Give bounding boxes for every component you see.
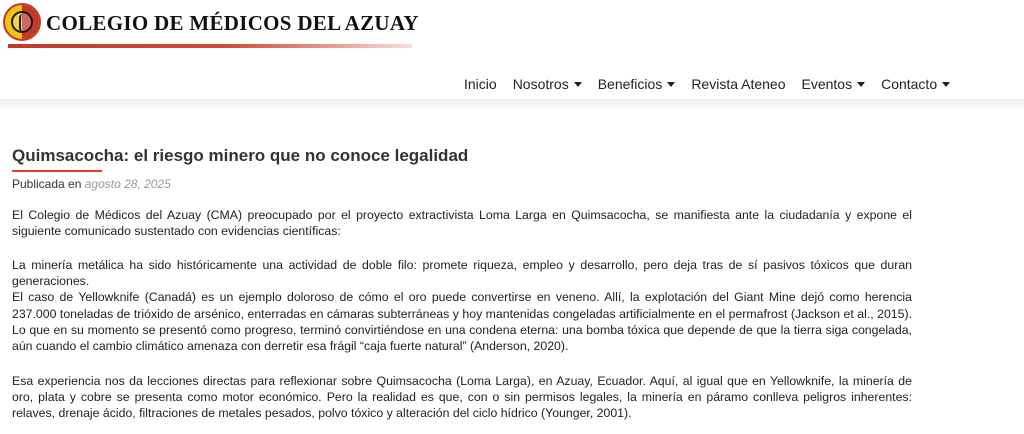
- header-shadow: [0, 99, 1024, 109]
- nav-item-eventos[interactable]: [801, 76, 865, 92]
- nav-item-revista-ateneo[interactable]: [691, 76, 785, 92]
- nav-item-nosotros[interactable]: [513, 76, 582, 92]
- chevron-down-icon: [667, 82, 675, 87]
- nav-item-label: Nosotros: [512, 76, 569, 92]
- article-paragraph-yellowknife: El caso de Yellowknife (Canadá) es un ejemplo doloroso de cómo el oro puede convertirse en veneno. Allí, la explotación del Giant Mine dejó como herencia 237.000 toneladas de trióxido de arsénico, enterradas en cámaras subterráneas y hoy mantenidas congeladas artificialmente en el permafrost (Jackson et al., 2015). Lo que en su momento se presentó como progreso, terminó convirtiéndose en una condena eterna: una bomba tóxica que depende de que la tierra siga congelada, aún cuando el cambio climático amenaza con derretir esa frágil “caja fuerte natural” (Anderson, 2020).: [12, 290, 912, 354]
- site-title[interactable]: COLEGIO DE MÉDICOS DEL AZUAY: [46, 11, 419, 35]
- site-logo[interactable]: [3, 3, 41, 41]
- nav-item-label: Inicio: [464, 76, 497, 92]
- article-title: Quimsacocha: el riesgo minero que no conoce legalidad: [12, 146, 469, 165]
- published-label: Publicada en: [12, 177, 82, 191]
- published-date[interactable]: agosto 28, 2025: [84, 177, 171, 191]
- nav-item-label: Revista Ateneo: [691, 76, 786, 92]
- chevron-down-icon: [942, 82, 950, 87]
- main-nav: [464, 76, 966, 92]
- chevron-down-icon: [574, 82, 582, 87]
- article-meta: [12, 177, 171, 191]
- title-underline-bar: [8, 44, 412, 48]
- nav-item-beneficios[interactable]: [598, 76, 676, 92]
- nav-item-inicio[interactable]: [464, 76, 497, 92]
- nav-item-contacto[interactable]: [881, 76, 950, 92]
- article-title-underline: [12, 170, 102, 172]
- nav-item-label: Contacto: [881, 76, 938, 92]
- site-header: [0, 0, 1024, 100]
- article-paragraph-block: [12, 257, 912, 354]
- logo-snake-icon: [19, 14, 27, 32]
- article-paragraph-intro: El Colegio de Médicos del Azuay (CMA) preocupado por el proyecto extractivista Loma Larga en Quimsacocha, se manifiesta ante la ciudadanía y expone el siguiente comunicado sustentado con evidencias científicas:: [12, 208, 912, 239]
- nav-item-label: Eventos: [801, 76, 853, 92]
- article-paragraph-mining: La minería metálica ha sido históricamente una actividad de doble filo: promete riqueza, empleo y desarrollo, pero deja tras de sí pasivos tóxicos que duran generaciones.: [12, 258, 912, 289]
- nav-item-label: Beneficios: [597, 76, 663, 92]
- article-paragraph-quimsacocha: Esa experiencia nos da lecciones directas para reflexionar sobre Quimsacocha (Loma Larga), en Azuay, Ecuador. Aquí, al igual que en Yellowknife, la minería de oro, plata y cobre se presenta como motor económico. Pero la realidad es que, con o sin permisos legales, la minería en páramo conlleva peligros inherentes: relaves, drenaje ácido, filtraciones de metales pesados, polvo tóxico y alteración del ciclo hídrico (Younger, 2001).: [12, 374, 912, 421]
- chevron-down-icon: [857, 82, 865, 87]
